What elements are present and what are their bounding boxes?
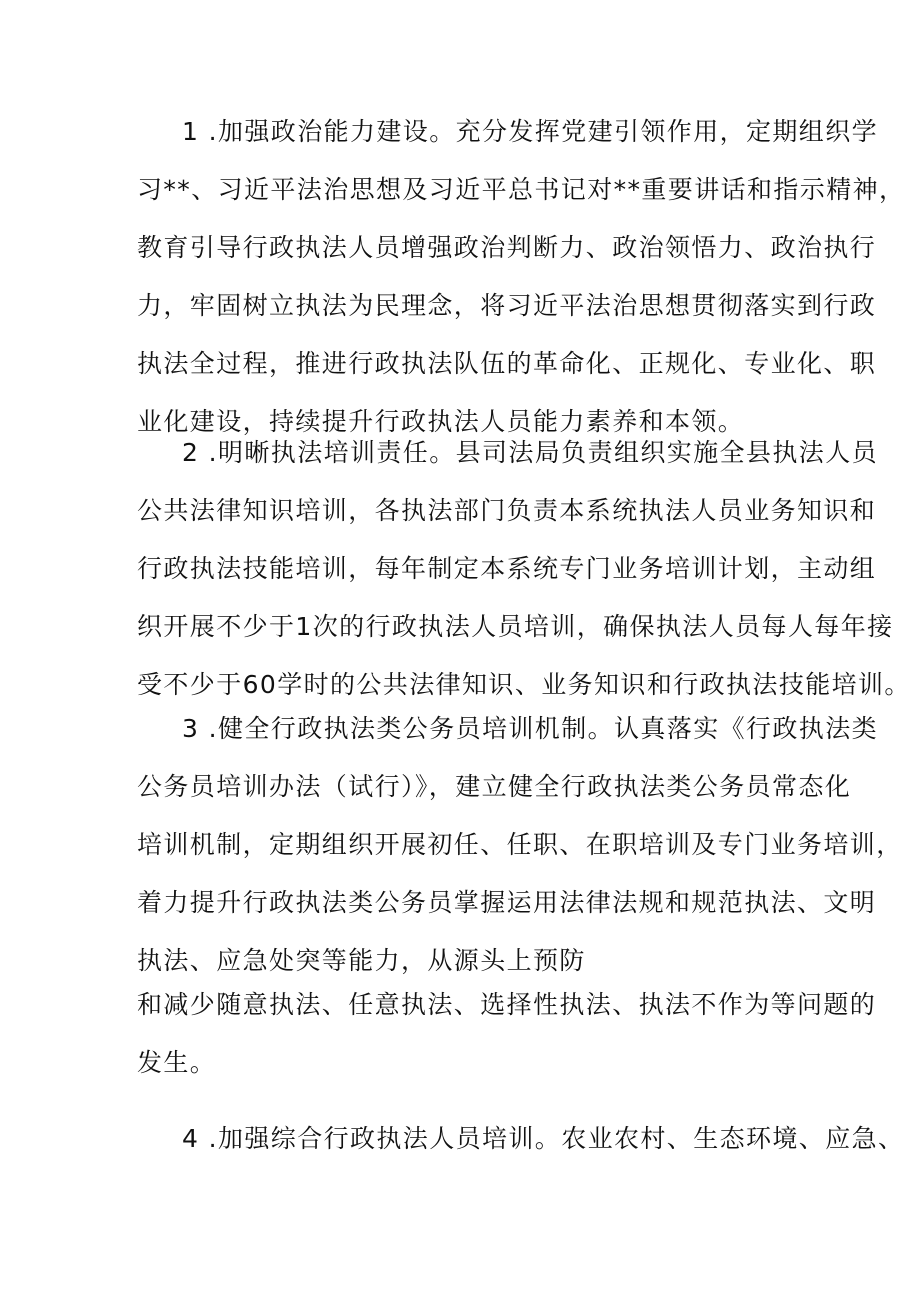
paragraph-comprehensive-training — [137, 1110, 905, 1168]
paragraph-line: 力，牢固树立执法为民理念，将习近平法治思想贯彻落实到行政 — [137, 291, 877, 320]
paragraph-line: 织开展不少于1次的行政执法人员培训，确保执法人员每人每年接 — [137, 612, 894, 641]
paragraph-line: 3 .健全行政执法类公务员培训机制。认真落实《行政执法类 — [182, 714, 879, 743]
paragraph-civil-servant-training — [137, 700, 903, 990]
paragraph-line: 着力提升行政执法类公务员掌握运用法律法规和规范执法、文明 — [137, 888, 877, 917]
paragraph-line: 公共法律知识培训，各执法部门负责本系统执法人员业务知识和 — [137, 496, 877, 525]
paragraph-line: 业化建设，持续提升行政执法人员能力素养和本领。 — [137, 407, 745, 436]
paragraph-line: 受不少于60学时的公共法律知识、业务知识和行政执法技能培训。 — [137, 670, 911, 699]
paragraph-line: 行政执法技能培训，每年制定本系统专门业务培训计划，主动组 — [137, 554, 877, 583]
paragraph-line: 执法全过程，推进行政执法队伍的革命化、正规化、专业化、职 — [137, 349, 877, 378]
paragraph-line: 教育引导行政执法人员增强政治判断力、政治领悟力、政治执行 — [137, 233, 877, 262]
paragraph-line: 公务员培训办法（试行）》，建立健全行政执法类公务员常态化 — [137, 772, 852, 801]
paragraph-line: 4 .加强综合行政执法人员培训。农业农村、生态环境、应急、 — [182, 1124, 905, 1153]
paragraph-line: 习**、习近平法治思想及习近平总书记对**重要讲话和指示精神， — [137, 175, 906, 204]
paragraph-political-capacity — [137, 103, 906, 451]
paragraph-continuation — [137, 976, 877, 1092]
paragraph-line: 发生。 — [137, 1048, 217, 1077]
paragraph-line: 2 .明晰执法培训责任。县司法局负责组织实施全县执法人员 — [182, 438, 879, 467]
paragraph-line: 和减少随意执法、任意执法、选择性执法、执法不作为等问题的 — [137, 990, 877, 1019]
paragraph-training-responsibility — [137, 424, 911, 714]
paragraph-line: 1 .加强政治能力建设。充分发挥党建引领作用，定期组织学 — [182, 117, 879, 146]
paragraph-line: 培训机制，定期组织开展初任、任职、在职培训及专门业务培训， — [137, 830, 903, 859]
paragraph-line: 执法、应急处突等能力，从源头上预防 — [137, 946, 586, 975]
